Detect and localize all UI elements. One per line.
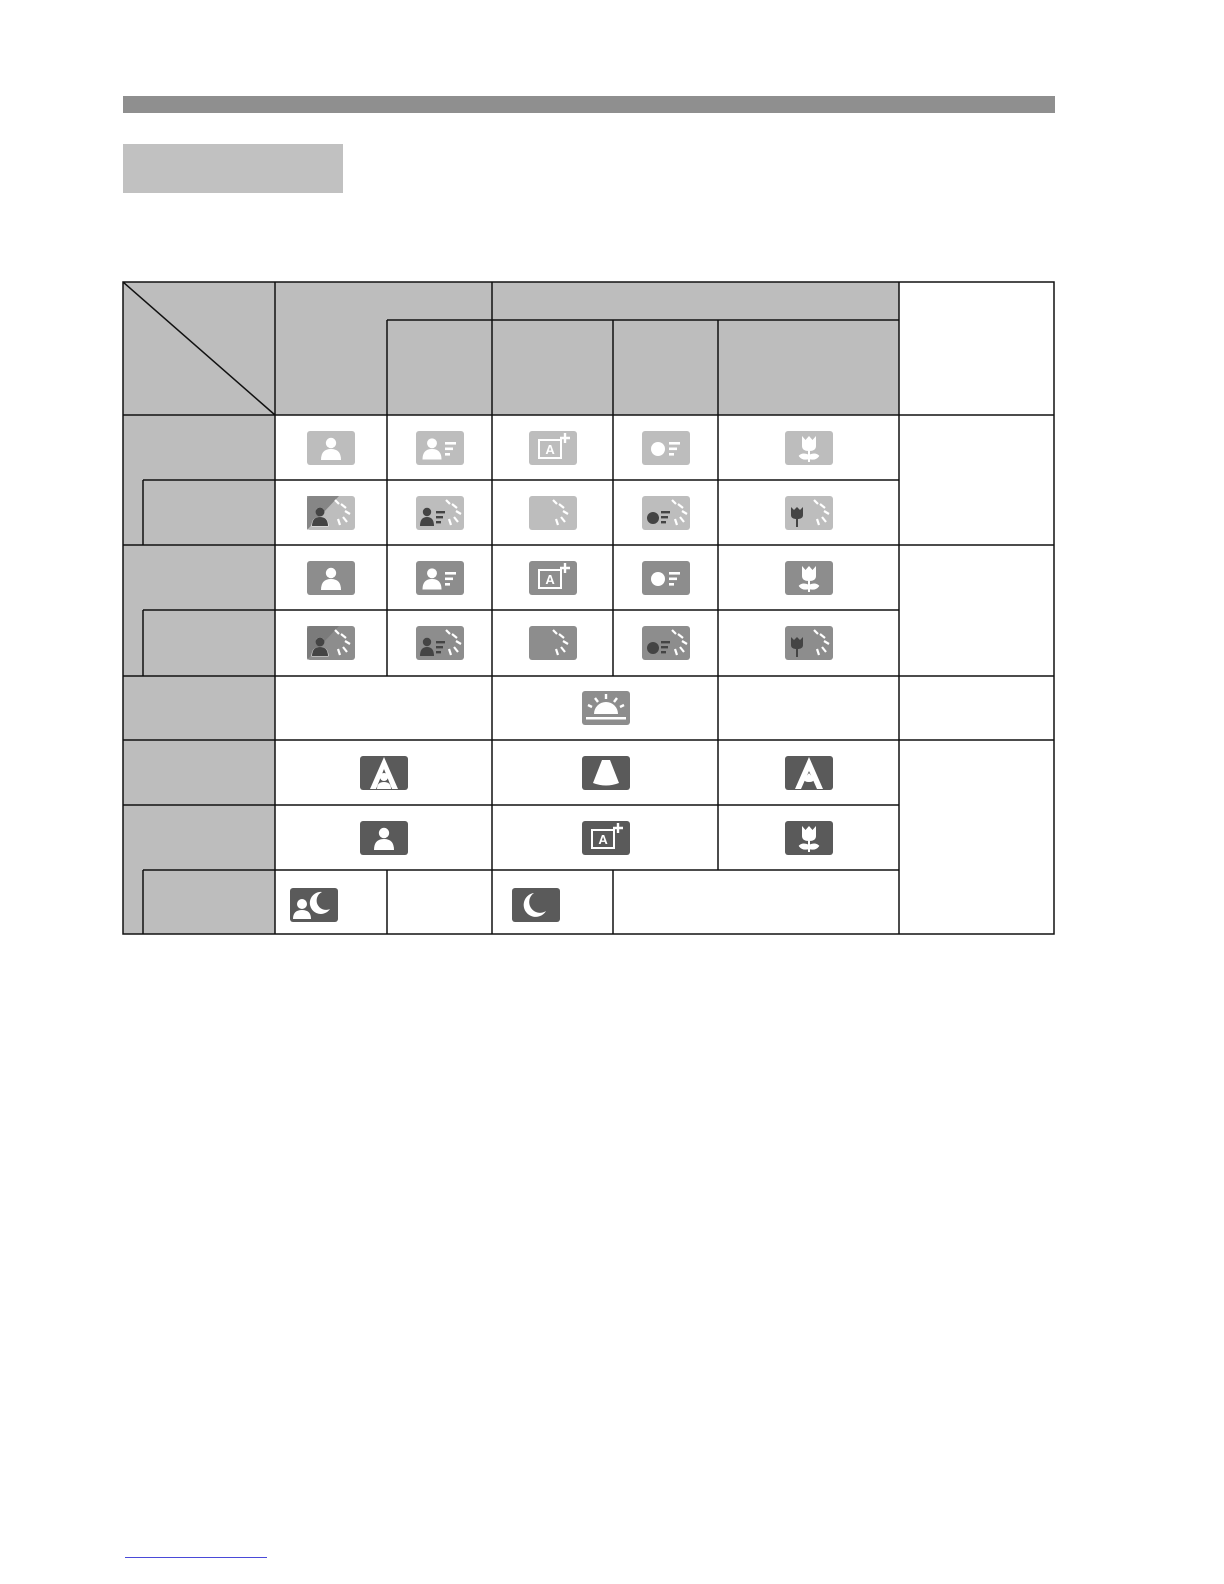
portrait-icon (307, 561, 355, 595)
backlit-scene-icon (642, 431, 690, 465)
night-icon (512, 888, 560, 922)
backlit-bright-icon (642, 496, 690, 530)
closeup-flower-icon (785, 431, 833, 465)
portrait-scene-icon (416, 431, 464, 465)
night-portrait-icon (290, 888, 338, 922)
closeup-flower-icon (785, 821, 833, 855)
portrait-icon (307, 431, 355, 465)
auto-plus-icon (529, 561, 577, 595)
portrait-scene-bright-icon (416, 626, 464, 660)
svg-text:A: A (545, 572, 555, 587)
footer-link[interactable] (125, 1557, 267, 1558)
bright-icon (529, 626, 577, 660)
portrait-bright-icon (307, 496, 355, 530)
svg-text:A: A (545, 442, 555, 457)
table-header-shading (123, 282, 899, 934)
tripod-landscape-icon (582, 756, 630, 790)
backlit-scene-icon (642, 561, 690, 595)
backlit-bright-icon (642, 626, 690, 660)
portrait-bright-icon (307, 626, 355, 660)
tripod-portrait-icon (360, 756, 408, 790)
auto-plus-icon (582, 821, 630, 855)
tripod-closeup-icon (785, 756, 833, 790)
auto-plus-icon (529, 431, 577, 465)
closeup-bright-icon (785, 496, 833, 530)
svg-text:A: A (598, 832, 608, 847)
portrait-icon (360, 821, 408, 855)
portrait-scene-bright-icon (416, 496, 464, 530)
bright-icon (529, 496, 577, 530)
sunset-icon (582, 691, 630, 725)
portrait-scene-icon (416, 561, 464, 595)
closeup-flower-icon (785, 561, 833, 595)
closeup-bright-icon (785, 626, 833, 660)
